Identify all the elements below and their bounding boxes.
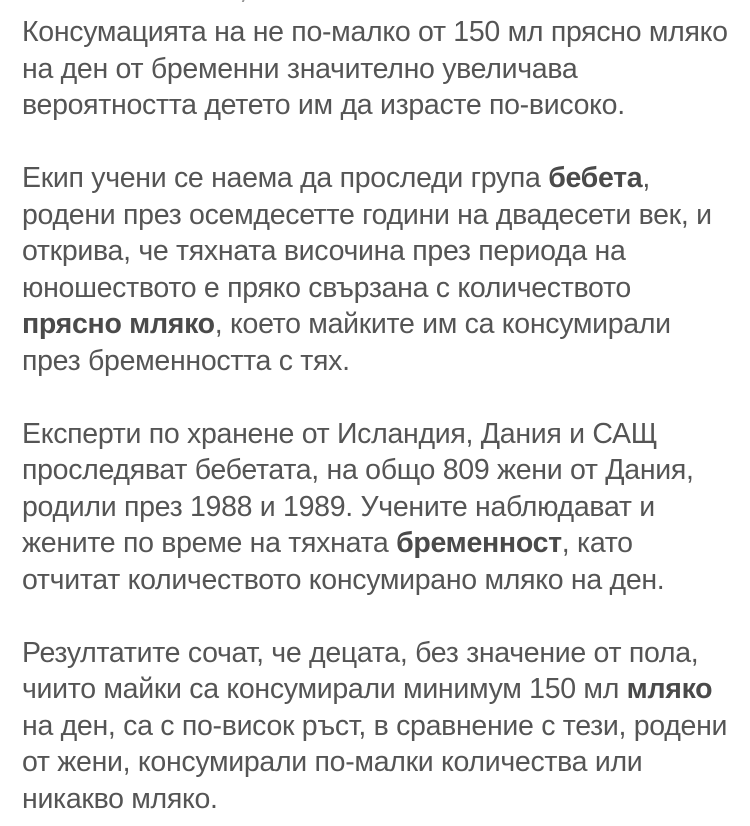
text-segment: Експерти по хранене от Исландия, Дания и САЩ [22, 417, 658, 450]
text-line [22, 525, 738, 562]
text-line [22, 343, 738, 380]
text-segment: през бременността с тях. [22, 344, 350, 377]
cropped-previous-line [0, 0, 750, 8]
bold-keyword: мляко [626, 673, 713, 705]
text-segment: отчитат количеството консумирано мляко на ден. [22, 563, 665, 596]
text-segment: на ден, са с по-висок ръст, в сравнение с тези, родени [22, 709, 728, 742]
text-segment: чиито майки са консумирали минимум 150 мл [22, 673, 627, 705]
text-segment: юношеството е пряко свързана с количеството [22, 271, 631, 304]
text-segment: Екип учени се наема да проследи група [22, 162, 549, 194]
text-line [22, 562, 738, 599]
text-line [22, 14, 738, 51]
text-segment: проследяват бебетата, на общо 809 жени от Дания, [22, 454, 694, 486]
text-segment: жените по време на тяхната [22, 527, 397, 559]
text-segment: Резултатите сочат, че децата, без значение от пола, [22, 636, 699, 669]
article-paragraph [22, 416, 738, 599]
bold-keyword: бременност [396, 527, 562, 559]
text-segment: , като [561, 527, 633, 559]
text-line [22, 270, 738, 307]
text-line [22, 452, 738, 489]
text-segment: на ден от бременни значително увеличава [22, 52, 578, 85]
text-line [22, 708, 738, 745]
article-paragraph [22, 14, 738, 124]
text-line [22, 781, 738, 818]
text-segment: Консумацията на не по-малко от 150 мл прясно мляко [22, 16, 728, 48]
text-segment: , [642, 162, 650, 194]
text-segment: никакво мляко. [22, 782, 218, 815]
text-line [22, 306, 738, 343]
text-line [22, 160, 738, 197]
text-segment: вероятността детето им да израсте по-високо. [22, 89, 625, 121]
text-segment: родени през осемдесетте години на двадесети век, и [22, 198, 712, 231]
text-line [22, 197, 738, 234]
bold-keyword: бебета [548, 162, 643, 194]
text-segment: от жени, консумирали по-малки количества или [22, 746, 643, 778]
bold-keyword: прясно мляко [22, 308, 215, 340]
text-line [22, 744, 738, 781]
text-line [22, 635, 738, 672]
text-segment: открива, че тяхната височина през периода на [22, 235, 626, 267]
text-line [22, 416, 738, 453]
cropped-glyph-fragment [236, 0, 248, 2]
text-line [22, 51, 738, 88]
text-line [22, 489, 738, 526]
article-paragraph [22, 635, 738, 818]
text-line [22, 671, 738, 708]
text-segment: родили през 1988 и 1989. Учените наблюдават и [22, 490, 655, 523]
text-line [22, 233, 738, 270]
text-line [22, 87, 738, 124]
article-body [22, 14, 738, 817]
article-paragraph [22, 160, 738, 379]
text-segment: , което майките им са консумирали [214, 308, 671, 340]
